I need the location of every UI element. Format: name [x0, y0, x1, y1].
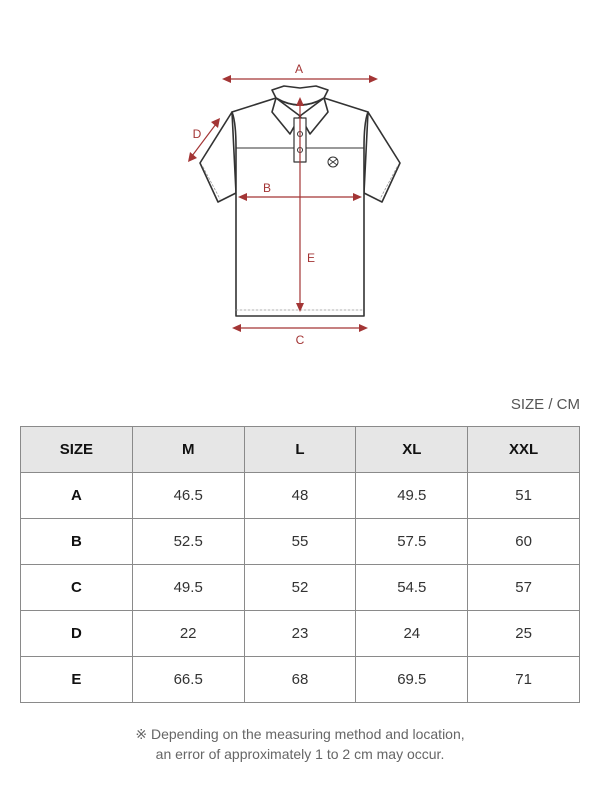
header-xl: XL	[356, 427, 468, 473]
size-table	[20, 426, 580, 703]
row-label: E	[21, 657, 133, 703]
header-xxl: XXL	[468, 427, 580, 473]
table-cell: 54.5	[356, 565, 468, 611]
table-cell: 24	[356, 611, 468, 657]
row-label: A	[21, 473, 133, 519]
table-cell: 49.5	[132, 565, 244, 611]
header-l: L	[244, 427, 356, 473]
table-cell: 68	[244, 657, 356, 703]
label-b: B	[262, 181, 272, 195]
row-label: C	[21, 565, 133, 611]
table-cell: 60	[468, 519, 580, 565]
table-cell: 25	[468, 611, 580, 657]
table-cell: 23	[244, 611, 356, 657]
label-a: A	[294, 62, 304, 76]
table-cell: 22	[132, 611, 244, 657]
table-cell: 46.5	[132, 473, 244, 519]
header-m: M	[132, 427, 244, 473]
table-cell: 51	[468, 473, 580, 519]
row-label: B	[21, 519, 133, 565]
table-cell: 52	[244, 565, 356, 611]
table-row	[21, 473, 580, 519]
table-cell: 66.5	[132, 657, 244, 703]
header-size: SIZE	[21, 427, 133, 473]
unit-label: SIZE / CM	[510, 396, 580, 413]
table-cell: 49.5	[356, 473, 468, 519]
note-line-2: an error of approximately 1 to 2 cm may occur.	[155, 746, 445, 762]
label-e: E	[306, 251, 316, 265]
measurement-note	[0, 724, 600, 764]
table-cell: 55	[244, 519, 356, 565]
table-cell: 71	[468, 657, 580, 703]
table-cell: 52.5	[132, 519, 244, 565]
table-cell: 57.5	[356, 519, 468, 565]
right-sleeve	[364, 112, 400, 202]
label-c: C	[295, 333, 305, 347]
table-row	[21, 611, 580, 657]
table-cell: 69.5	[356, 657, 468, 703]
row-label: D	[21, 611, 133, 657]
table-row	[21, 519, 580, 565]
label-d: D	[192, 127, 202, 141]
polo-shirt-measurement-diagram	[0, 0, 600, 360]
note-line-1: ※ Depending on the measuring method and location,	[135, 726, 465, 742]
table-row	[21, 565, 580, 611]
polo-shirt-illustration	[0, 0, 600, 360]
table-header-row	[21, 427, 580, 473]
table-row	[21, 657, 580, 703]
table-cell: 48	[244, 473, 356, 519]
table-cell: 57	[468, 565, 580, 611]
